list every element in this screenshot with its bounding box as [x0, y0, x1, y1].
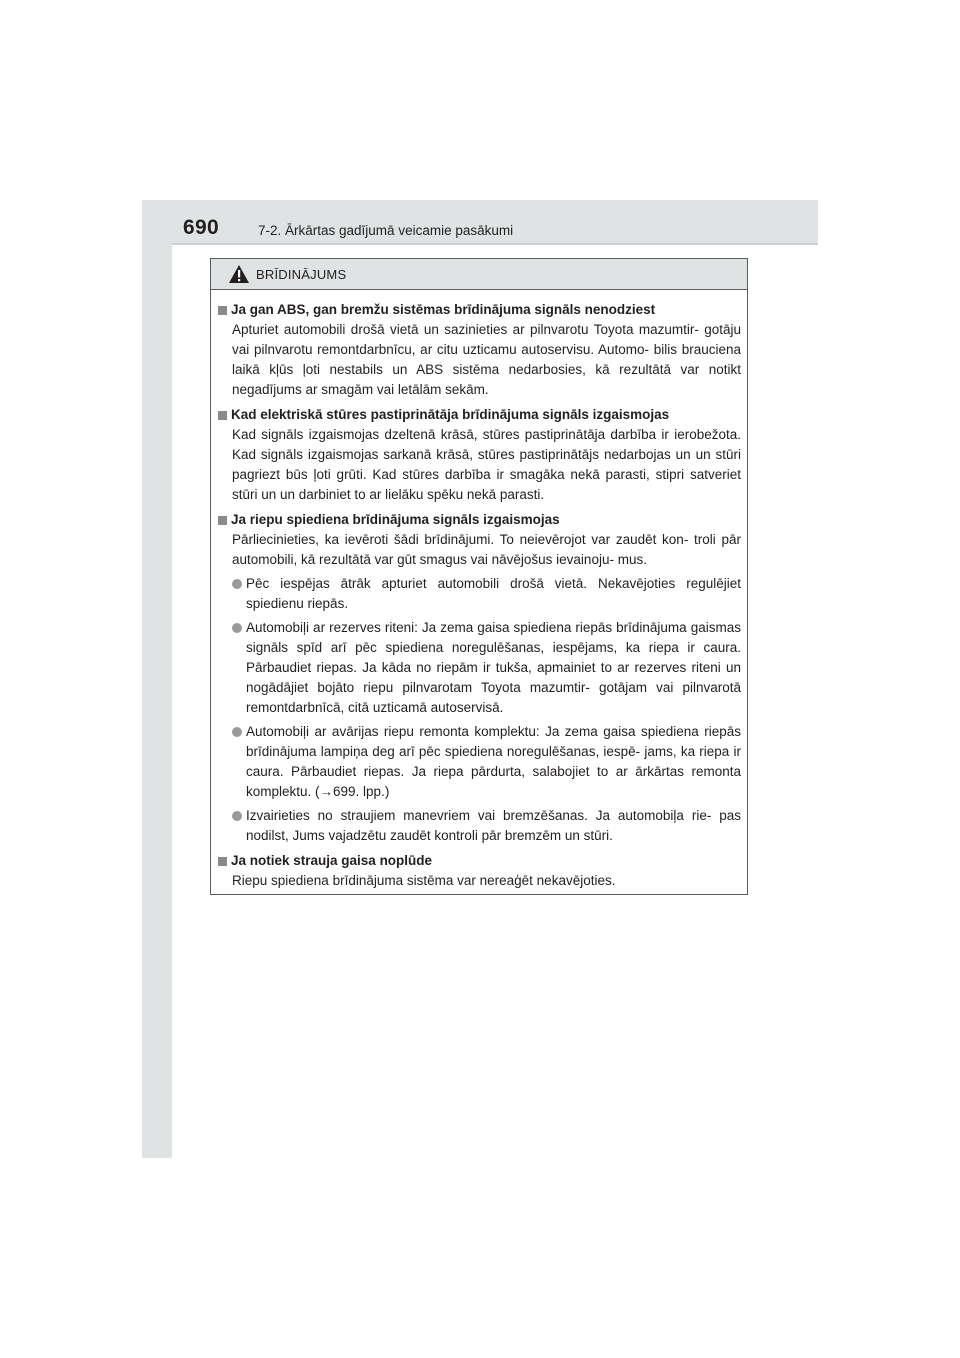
list-item: Pēc iespējas ātrāk apturiet automobili drošā vietā. Nekavējoties regulējiet spiedienu riepās. — [232, 574, 741, 614]
square-bullet-icon — [218, 516, 227, 525]
section-paragraph: Pārliecinieties, ka ievēroti šādi brīdinājumi. To neievērojot var zaudēt kon- troli pār automobili, kā rezultātā var gūt smagus vai nāvējošus ievainoju- mus. — [232, 532, 741, 567]
warning-section — [218, 851, 741, 891]
warning-box — [210, 258, 748, 895]
page-number: 690 — [183, 216, 219, 239]
warning-body — [211, 290, 747, 891]
list-item: Izvairieties no straujiem manevriem vai bremzēšanas. Ja automobiļa rie- pas nodilst, Jums vajadzētu zaudēt kontroli pār bremzēm un stūri. — [232, 806, 741, 846]
round-bullet-icon — [232, 811, 242, 821]
header-rule — [172, 243, 818, 245]
round-bullet-icon — [232, 727, 242, 737]
section-paragraph: Apturiet automobili drošā vietā un sazinieties ar pilnvarotu Toyota mazumtir- gotāju vai pilnvarotu remontdarbnīcu, ar citu uzticamu autoservisu. Automo- bilis brauciena laikā kļūs ļoti nestabils un ABS sistēma nedarbosies, kā rezultātā var notikt negadījums ar smagām vai letālām sekām. — [232, 322, 741, 397]
square-bullet-icon — [218, 411, 227, 420]
round-bullet-icon — [232, 579, 242, 589]
warning-header — [211, 259, 747, 290]
section-heading: Ja notiek strauja gaisa noplūde — [218, 851, 741, 871]
section-paragraph: Riepu spiediena brīdinājuma sistēma var nereaģēt nekavējoties. — [232, 873, 616, 888]
warning-triangle-icon — [228, 264, 250, 284]
section-paragraph: Kad signāls izgaismojas dzeltenā krāsā, stūres pastiprinātāja darbība ir ierobežota. Kad signāls izgaismojas sarkanā krāsā, stūres pastiprinātājs nedarbojas un un stūri pagriezt būs ļoti grūti. Kad stūres darbība ir smagāka nekā parasti, stipri satveriet stūri un un darbiniet to ar lielāku spēku nekā parasti. — [232, 427, 741, 502]
section-heading: Ja riepu spiediena brīdinājuma signāls izgaismojas — [218, 510, 741, 530]
warning-title: BRĪDINĀJUMS — [256, 266, 347, 282]
warning-section — [218, 300, 741, 400]
warning-section — [218, 405, 741, 505]
section-heading: Ja gan ABS, gan bremžu sistēmas brīdinājuma signāls nenodziest — [218, 300, 741, 320]
section-heading: Kad elektriskā stūres pastiprinātāja brīdinājuma signāls izgaismojas — [218, 405, 741, 425]
warning-section — [218, 510, 741, 846]
square-bullet-icon — [218, 306, 227, 315]
list-item: Automobiļi ar rezerves riteni: Ja zema gaisa spiediena riepās brīdinājuma gaismas signāls spīd arī pēc spiediena noregulēšanas, iespējams, ka riepa ir caura. Pārbaudiet riepas. Ja kāda no riepām ir tukša, apmainiet to ar rezerves riteni un nogādājiet bojāto riepu pilnvarotam Toyota mazumtir- gotājam vai pilnvarotā remontdarbnīcā, citā uzticamā autoservisā. — [232, 618, 741, 718]
square-bullet-icon — [218, 857, 227, 866]
side-band — [142, 200, 172, 1158]
list-item: Automobiļi ar avārijas riepu remonta komplektu: Ja zema gaisa spiediena riepās brīdinājuma lampiņa deg arī pēc spiediena noregulēšanas, iespē- jams, ka riepa ir caura. Pārbaudiet riepas. Ja riepa pārdurta, salabojiet to ar ārkārtas remonta komplektu. (→699. lpp.) — [232, 722, 741, 802]
section-title: 7-2. Ārkārtas gadījumā veicamie pasākumi — [258, 223, 514, 238]
round-bullet-icon — [232, 623, 242, 633]
